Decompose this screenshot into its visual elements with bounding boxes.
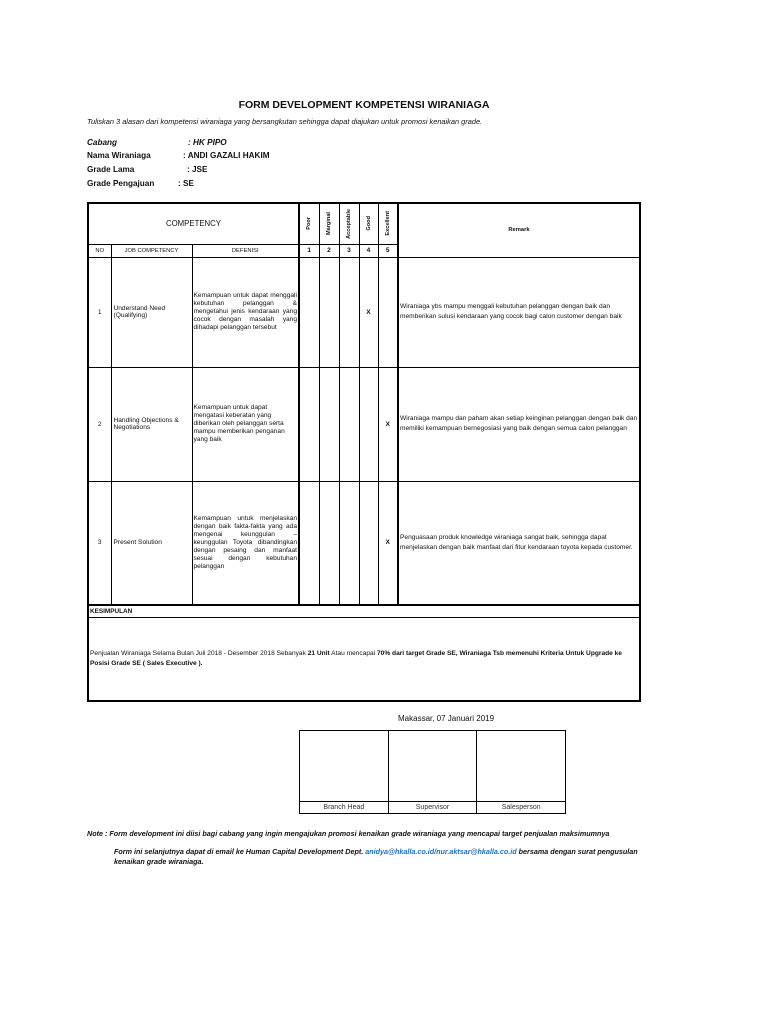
grade-pengajuan-label: Grade Pengajuan bbox=[87, 179, 155, 188]
nama-label: Nama Wiraniaga bbox=[87, 151, 151, 160]
rating-cell bbox=[359, 367, 378, 481]
row-remark: Wiraniaga mampu dan paham akan setiap keinginan pelanggan dengan baik dan memiliki kemampuan bernegosiasi yang baik dengan semua calon pelanggan bbox=[398, 367, 640, 481]
rating-num-3: 3 bbox=[339, 244, 359, 257]
rating-cell bbox=[339, 481, 359, 605]
kesimpulan-label: KESIMPULAN bbox=[88, 605, 640, 617]
signature-label: Supervisor bbox=[389, 801, 477, 813]
rating-cell bbox=[339, 367, 359, 481]
row-no: 2 bbox=[88, 367, 111, 481]
place-date: Makassar, 07 Januari 2019 bbox=[398, 714, 495, 723]
rating-cell bbox=[299, 367, 319, 481]
col-def-header: DEFENISI bbox=[192, 244, 299, 257]
rating-cell bbox=[299, 481, 319, 605]
rating-num-5: 5 bbox=[378, 244, 398, 257]
kesimpulan-text: Penjualan Wiraniaga Selama Bulan Juli 2018 - Desember 2018 Sebanyak 21 Unit Atau mencapai 70% dari target Grade SE, Wiraniaga Tsb memenuhi Kriteria Untuk Upgrade ke Posisi Grade SE ( Sales Executive ). bbox=[88, 617, 640, 701]
signature-box bbox=[299, 730, 566, 814]
col-no-header: NO bbox=[88, 244, 111, 257]
rating-label-poor: Poor bbox=[299, 203, 319, 244]
rating-cell bbox=[319, 257, 339, 367]
note-text: Note : Form development ini diisi bagi cabang yang ingin mengajukan promosi kenaikan grade wiraniaga yang mencapai target penjualan maksimumnya bbox=[87, 829, 610, 838]
row-no: 1 bbox=[88, 257, 111, 367]
signature-label: Branch Head bbox=[300, 801, 388, 813]
rating-cell bbox=[319, 367, 339, 481]
row-job-competency: Present Solution bbox=[111, 481, 192, 605]
rating-num-4: 4 bbox=[359, 244, 378, 257]
rating-label-excellent: Excellent bbox=[378, 203, 398, 244]
grade-pengajuan-value: : SE bbox=[178, 179, 194, 188]
row-definition: Kemampuan untuk menjelaskan dengan baik fakta-fakta yang ada mengenai keunggulan – keunggulan Toyota dibandingkan dengan pesaing dan manfaat sesuai dengan kebutuhan pelanggan bbox=[192, 481, 299, 605]
rating-mark: X bbox=[378, 367, 398, 481]
remark-header: Remark bbox=[398, 203, 640, 257]
rating-label-marginal: Marginal bbox=[319, 203, 339, 244]
email-link[interactable]: anidya@hkalla.co.id/nur.aktsar@hkalla.co.id bbox=[365, 847, 517, 856]
row-job-competency: Handling Objections & Negotiations bbox=[111, 367, 192, 481]
rating-cell bbox=[339, 257, 359, 367]
rating-num-2: 2 bbox=[319, 244, 339, 257]
rating-label-acceptable: Acceptable bbox=[339, 203, 359, 244]
row-remark: Penguasaan produk knowledge wiraniaga sangat baik, sehingga dapat menjelaskan dengan baik manfaat dari fitur kendaraan toyota kepada customer. bbox=[398, 481, 640, 605]
row-job-competency: Understand Need (Qualifying) bbox=[111, 257, 192, 367]
competency-header: COMPETENCY bbox=[88, 203, 299, 244]
rating-cell bbox=[299, 257, 319, 367]
rating-cell bbox=[359, 481, 378, 605]
grade-lama-value: : JSE bbox=[187, 165, 208, 174]
row-remark: Wiraniaga ybs mampu menggali kebutuhan pelanggan dengan baik dan memberikan sulusi kendaraan yang cocok bagi calon customer dengan baik bbox=[398, 257, 640, 367]
signature-salesperson bbox=[477, 731, 565, 813]
row-definition: Kemampuan untuk dapat menggali kebutuhan pelanggan & mengetahui jenis kendaraan yang cocok dengan masalah yang dihadapi pelanggan tersebut bbox=[192, 257, 299, 367]
row-definition: Kemampuan untuk dapat mengatasi keberatan yang diberikan oleh pelanggan serta mampu memberikan penganan yang baik bbox=[192, 367, 299, 481]
cabang-label: Cabang bbox=[87, 138, 118, 147]
rating-cell bbox=[319, 481, 339, 605]
note-email-instruction: Form ini selanjutnya dapat di email ke Human Capital Development Dept. anidya@hkalla.co.id/nur.aktsar@hkalla.co.id bersama dengan surat pengusulan kenaikan grade wiraniaga. bbox=[114, 847, 638, 866]
form-instruction: Tuliskan 3 alasan dari kompetensi wiraniaga yang bersangkutan sehingga dapat diajukan untuk promosi kenaikan grade. bbox=[87, 117, 483, 126]
col-job-header: JOB COMPETENCY bbox=[111, 244, 192, 257]
rating-mark: X bbox=[359, 257, 378, 367]
cabang-value: : HK PIPO bbox=[188, 138, 227, 147]
table-row bbox=[88, 481, 640, 605]
form-title: FORM DEVELOPMENT KOMPETENSI WIRANIAGA bbox=[238, 99, 490, 111]
rating-cell bbox=[378, 257, 398, 367]
row-no: 3 bbox=[88, 481, 111, 605]
signature-supervisor bbox=[389, 731, 478, 813]
competency-table bbox=[87, 202, 641, 702]
nama-value: : ANDI GAZALI HAKIM bbox=[183, 151, 270, 160]
signature-branch-head bbox=[300, 731, 389, 813]
table-row bbox=[88, 367, 640, 481]
grade-lama-label: Grade Lama bbox=[87, 165, 135, 174]
rating-num-1: 1 bbox=[299, 244, 319, 257]
table-row bbox=[88, 257, 640, 367]
signature-label: Salesperson bbox=[477, 801, 565, 813]
rating-mark: X bbox=[378, 481, 398, 605]
rating-label-good: Good bbox=[359, 203, 378, 244]
